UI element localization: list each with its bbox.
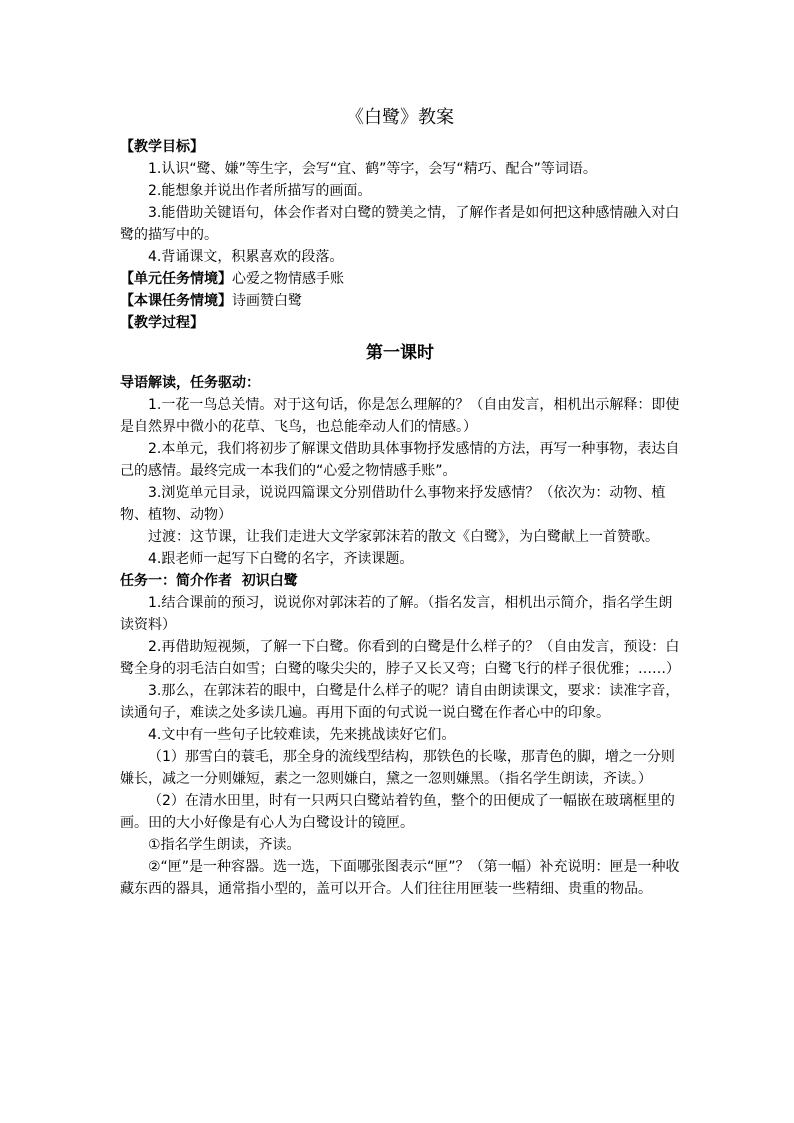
document-title: 《白鹭》教案 [346,107,454,128]
objective-item: 1.认识“鹭、嫌”等生字，会写“宜、鹤”等字，会写“精巧、配合”等词语。 [148,161,597,177]
task1-subitem: ①指名学生朗读，齐读。 [148,837,301,853]
objectives-label: 【教学目标】 [120,139,204,155]
section-heading: 第一课时 [366,343,434,363]
task1-item: 2.再借助短视频，了解一下白鹭。你看到的白鹭是什么样子的？（自由发言，预设：白鹭全身的羽毛洁白如雪；白鹭的喙尖尖的，脖子又长又弯；白鹭飞行的样子很优雅；……） [120,639,680,677]
lesson-plan-body [120,102,680,900]
objective-item: 2.能想象并说出作者所描写的画面。 [148,183,372,199]
task1-item: 3.那么，在郭沫若的眼中，白鹭是什么样子的呢？请自由朗读课文，要求：读准字音，读通句子，难读之处多读几遍。再用下面的句式说一说白鹭在作者心中的印象。 [120,683,680,721]
lesson-task-label: 【本课任务情境】 [120,293,232,309]
objective-item: 3.能借助关键语句，体会作者对白鹭的赞美之情，了解作者是如何把这种感情融入对白鹭的描写中的。 [120,205,680,243]
task1-heading: 任务一：简介作者 初识白鹭 [120,573,298,589]
lesson-task-text: 诗画赞白鹭 [232,293,302,309]
intro-item: 1.一花一鸟总关情。对于这句话，你是怎么理解的？（自由发言，相机出示解释：即使是自然界中微小的花草、飞鸟，也总能牵动人们的情感。） [120,397,680,435]
process-label: 【教学过程】 [120,315,204,331]
intro-item: 2.本单元，我们将初步了解课文借助具体事物抒发感情的方法，再写一种事物，表达自己的感情。最终完成一本我们的“心爱之物情感手账”。 [120,441,680,479]
objective-item: 4.背诵课文，积累喜欢的段落。 [148,249,344,265]
task1-sentence: （1）那雪白的蓑毛，那全身的流线型结构，那铁色的长喙，那青色的脚，增之一分则嫌长，减之一分则嫌短，素之一忽则嫌白，黛之一忽则嫌黑。（指名学生朗读，齐读。） [120,749,675,787]
task1-item: 4.文中有一些句子比较难读，先来挑战读好它们。 [148,727,456,743]
intro-item: 4.跟老师一起写下白鹭的名字，齐读课题。 [148,551,414,567]
task1-item: 1.结合课前的预习，说说你对郭沫若的了解。（指名发言，相机出示简介，指名学生朗读资料） [120,595,673,633]
task1-subitem: ②“匣”是一种容器。选一选，下面哪张图表示“匣”？（第一幅）补充说明：匣是一种收藏东西的器具，通常指小型的，盖可以开合。人们往往用匣装一些精细、贵重的物品。 [120,859,680,897]
task1-sentence: （2）在清水田里，时有一只两只白鹭站着钓鱼，整个的田便成了一幅嵌在玻璃框里的画。田的大小好像是有心人为白鹭设计的镜匣。 [120,793,675,831]
intro-item: 3.浏览单元目录，说说四篇课文分别借助什么事物来抒发感情？（依次为：动物、植物、植物、动物） [120,485,666,523]
unit-task-line [120,268,680,290]
intro-heading: 导语解读，任务驱动： [120,375,260,391]
unit-task-text: 心爱之物情感手账 [232,271,344,287]
lesson-task-line [120,290,680,312]
intro-transition: 过渡：这节课，让我们走进大文学家郭沫若的散文《白鹭》，为白鹭献上一首赞歌。 [148,529,659,545]
unit-task-label: 【单元任务情境】 [120,271,232,287]
